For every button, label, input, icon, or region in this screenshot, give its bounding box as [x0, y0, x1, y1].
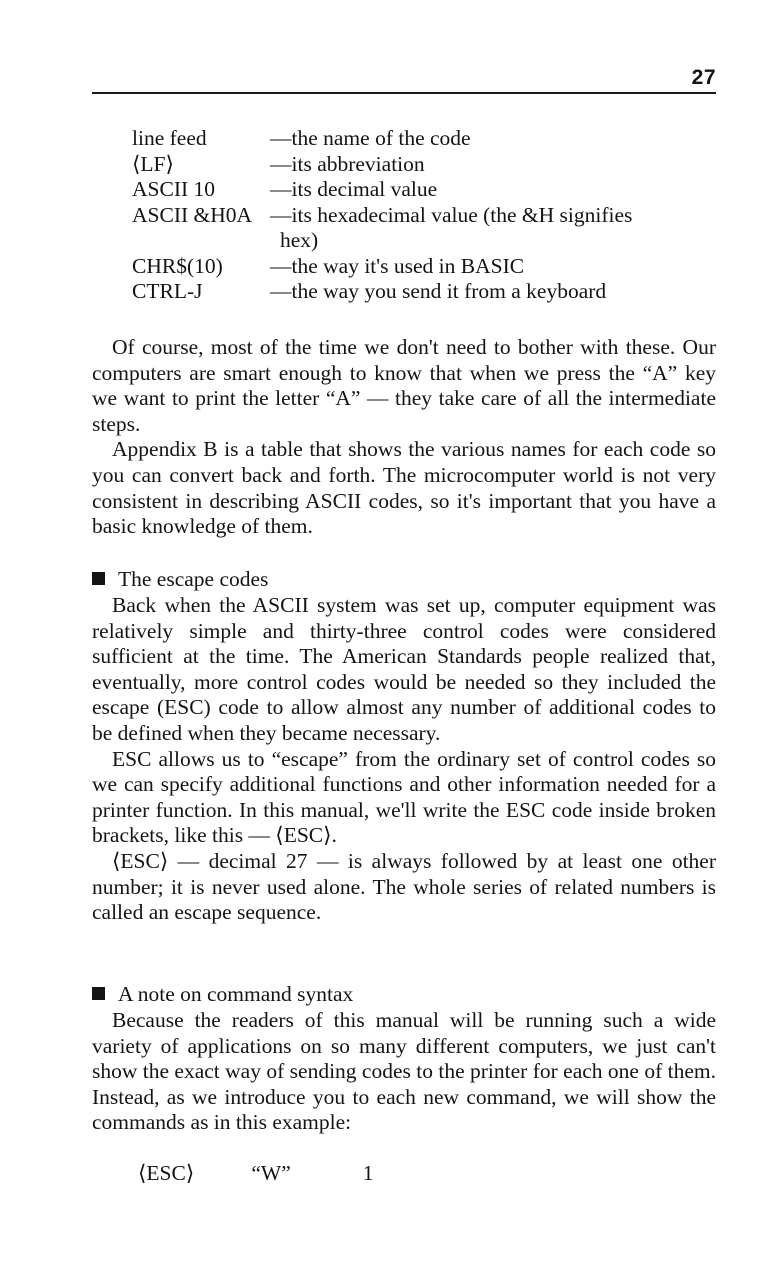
definition-description: —the way it's used in BASIC	[270, 253, 525, 278]
definition-row	[132, 177, 712, 203]
definition-description: —the name of the code	[270, 126, 471, 150]
definition-term: CTRL-J	[132, 279, 203, 303]
body-paragraph: ⟨ESC⟩ — decimal 27 — is always followed by at least one other number; it is never used alone. The whole series of related numbers is called an escape sequence.	[92, 848, 716, 925]
syntax-section	[92, 1008, 716, 1136]
definition-table	[132, 126, 712, 305]
header-rule	[92, 92, 716, 94]
definition-description: —its abbreviation	[270, 151, 425, 176]
square-bullet-icon	[92, 572, 105, 585]
definition-term: ASCII &H0A	[132, 202, 253, 227]
definition-term: ASCII 10	[132, 177, 216, 201]
square-bullet-icon	[92, 987, 105, 1000]
example-escape-code: ⟨ESC⟩	[138, 1161, 195, 1185]
section-heading-text: The escape codes	[118, 567, 269, 591]
section-heading-escape	[92, 567, 268, 593]
page-number: 27	[691, 66, 716, 89]
section-heading-text: A note on command syntax	[118, 982, 354, 1006]
definition-row	[132, 152, 712, 178]
command-example	[138, 1160, 374, 1186]
definition-term: CHR$(10)	[132, 253, 223, 278]
body-paragraph: Because the readers of this manual will be running such a wide variety of applications on so many different computers, we just can't show the exact way of sending codes to the printer for each one of them. Instead, as we introduce you to each new command, we will show the commands as in this example:	[92, 1008, 716, 1135]
body-paragraph: Appendix B is a table that shows the various names for each code so you can convert back and forth. The microcomputer world is not very consistent in describing ASCII codes, so it's important that you have a basic knowledge of them.	[92, 437, 716, 539]
definition-term: ⟨LF⟩	[132, 151, 174, 176]
definition-term: line feed	[132, 126, 207, 150]
example-character: “W”	[251, 1161, 291, 1185]
section-heading-syntax	[92, 982, 353, 1008]
definition-row	[132, 203, 712, 254]
body-paragraph: Of course, most of the time we don't need to bother with these. Our computers are smart enough to know that when we press the “A” key we want to print the letter “A” — they take care of all the intermediate steps.	[92, 335, 716, 436]
definition-row	[132, 254, 712, 280]
definition-description: —its decimal value	[270, 177, 438, 201]
definition-description-continuation: hex)	[280, 228, 319, 252]
definition-description: —its hexadecimal value (the &H signifies	[270, 202, 633, 227]
body-paragraph: ESC allows us to “escape” from the ordinary set of control codes so we can specify additional functions and other information needed for a printer function. In this manual, we'll write the ESC code inside broken brackets, like this — ⟨ESC⟩.	[92, 746, 716, 848]
escape-section	[92, 593, 716, 926]
example-value: 1	[362, 1161, 374, 1185]
definition-row	[132, 279, 712, 305]
intro-section	[92, 335, 716, 540]
definition-description: —the way you send it from a keyboard	[270, 279, 607, 303]
definition-row	[132, 126, 712, 152]
body-paragraph: Back when the ASCII system was set up, computer equipment was relatively simple and thirty-three control codes were considered sufficient at the time. The American Standards people realized that, eventually, more control codes would be needed so they included the escape (ESC) code to allow almost any number of additional codes to be defined when they became necessary.	[92, 593, 716, 745]
